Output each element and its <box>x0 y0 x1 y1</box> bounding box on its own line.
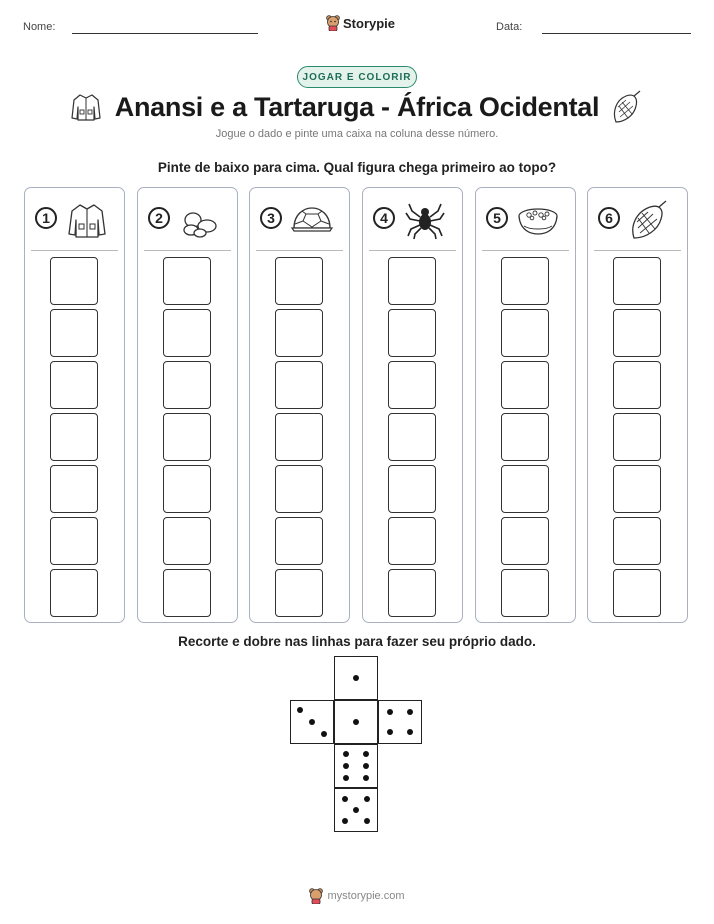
color-box[interactable] <box>501 257 549 305</box>
dice-instruction: Recorte e dobre nas linhas para fazer seu próprio dado. <box>178 634 536 649</box>
stew-bowl-icon <box>516 200 560 240</box>
dice-face-4 <box>378 700 422 744</box>
dice-pip <box>342 796 348 802</box>
column-number: 3 <box>260 207 282 229</box>
dice-face-5 <box>334 788 378 832</box>
column-header <box>25 200 124 240</box>
color-box[interactable] <box>50 465 98 513</box>
dice-pip <box>343 751 349 757</box>
color-box[interactable] <box>388 569 436 617</box>
color-box[interactable] <box>501 309 549 357</box>
column-divider <box>144 250 231 251</box>
column-3 <box>249 187 350 623</box>
color-box[interactable] <box>275 309 323 357</box>
instruction: Pinte de baixo para cima. Qual figura chega primeiro ao topo? <box>157 160 557 175</box>
dice-net <box>290 656 424 836</box>
color-box[interactable] <box>163 517 211 565</box>
name-line[interactable] <box>72 33 258 34</box>
color-box[interactable] <box>50 257 98 305</box>
turtle-shell-icon <box>290 200 334 240</box>
color-box[interactable] <box>275 257 323 305</box>
column-header <box>138 200 237 240</box>
name-label: Nome: <box>23 21 56 33</box>
logo-text: Storypie <box>343 15 396 31</box>
color-box[interactable] <box>163 569 211 617</box>
column-4 <box>362 187 463 623</box>
color-box[interactable] <box>501 517 549 565</box>
color-box[interactable] <box>613 569 661 617</box>
spider-icon <box>403 200 447 240</box>
column-1 <box>24 187 125 623</box>
seed-pod-icon <box>628 200 672 240</box>
color-box[interactable] <box>163 257 211 305</box>
dice-pip <box>309 719 315 725</box>
color-box[interactable] <box>163 413 211 461</box>
column-number: 4 <box>373 207 395 229</box>
color-box[interactable] <box>50 309 98 357</box>
dice-pip <box>363 763 369 769</box>
column-number: 1 <box>35 207 57 229</box>
page-title: Anansi e a Tartaruga - África Ocidental <box>114 92 600 122</box>
dice-pip <box>364 818 370 824</box>
bear-mascot-icon <box>326 15 340 31</box>
column-divider <box>256 250 343 251</box>
dice-pip <box>363 751 369 757</box>
color-box[interactable] <box>388 257 436 305</box>
color-box[interactable] <box>613 257 661 305</box>
color-box[interactable] <box>613 413 661 461</box>
column-header <box>476 200 575 240</box>
footer <box>0 888 714 904</box>
color-box[interactable] <box>501 569 549 617</box>
date-label: Data: <box>496 21 523 33</box>
dice-pip <box>407 729 413 735</box>
dice-pip <box>353 675 359 681</box>
dice-pip <box>343 775 349 781</box>
color-box[interactable] <box>163 361 211 409</box>
seed-pod-title-icon <box>610 90 642 124</box>
column-6 <box>587 187 688 623</box>
column-5 <box>475 187 576 623</box>
color-box[interactable] <box>613 465 661 513</box>
color-box[interactable] <box>50 413 98 461</box>
activity-badge: JOGAR E COLORIR <box>297 66 417 88</box>
dice-face-6 <box>334 744 378 788</box>
dice-pip <box>321 731 327 737</box>
color-box[interactable] <box>275 569 323 617</box>
dice-pip <box>353 719 359 725</box>
dice-pip <box>363 775 369 781</box>
column-number: 5 <box>486 207 508 229</box>
color-box[interactable] <box>275 413 323 461</box>
color-box[interactable] <box>275 361 323 409</box>
color-box[interactable] <box>501 413 549 461</box>
column-divider <box>31 250 118 251</box>
jacket-icon <box>65 200 109 240</box>
color-box[interactable] <box>388 465 436 513</box>
column-number: 6 <box>598 207 620 229</box>
dice-pip <box>343 763 349 769</box>
color-box[interactable] <box>50 569 98 617</box>
color-box[interactable] <box>613 309 661 357</box>
dice-face-1 <box>334 656 378 700</box>
column-divider <box>369 250 456 251</box>
storypie-logo <box>326 13 396 33</box>
dice-pip <box>297 707 303 713</box>
color-box[interactable] <box>613 361 661 409</box>
color-box[interactable] <box>501 361 549 409</box>
color-box[interactable] <box>50 517 98 565</box>
rocks-icon <box>178 200 222 240</box>
dice-pip <box>387 729 393 735</box>
subtitle: Jogue o dado e pinte uma caixa na coluna desse número. <box>215 128 499 140</box>
date-line[interactable] <box>542 33 691 34</box>
color-box[interactable] <box>613 517 661 565</box>
color-box[interactable] <box>388 361 436 409</box>
dice-face-1 <box>334 700 378 744</box>
dice-pip <box>387 709 393 715</box>
color-box[interactable] <box>50 361 98 409</box>
dice-pip <box>364 796 370 802</box>
color-box[interactable] <box>275 517 323 565</box>
color-box[interactable] <box>275 465 323 513</box>
column-header <box>588 200 687 240</box>
color-box[interactable] <box>388 413 436 461</box>
dice-pip <box>407 709 413 715</box>
column-header <box>363 200 462 240</box>
column-divider <box>482 250 569 251</box>
dice-face-3 <box>290 700 334 744</box>
bear-mascot-icon <box>309 888 323 904</box>
color-box[interactable] <box>163 309 211 357</box>
dice-pip <box>353 807 359 813</box>
color-box[interactable] <box>163 465 211 513</box>
color-box[interactable] <box>501 465 549 513</box>
column-2 <box>137 187 238 623</box>
column-header <box>250 200 349 240</box>
color-box[interactable] <box>388 517 436 565</box>
column-number: 2 <box>148 207 170 229</box>
footer-url: mystorypie.com <box>327 890 405 902</box>
color-box[interactable] <box>388 309 436 357</box>
column-divider <box>594 250 681 251</box>
dice-pip <box>342 818 348 824</box>
